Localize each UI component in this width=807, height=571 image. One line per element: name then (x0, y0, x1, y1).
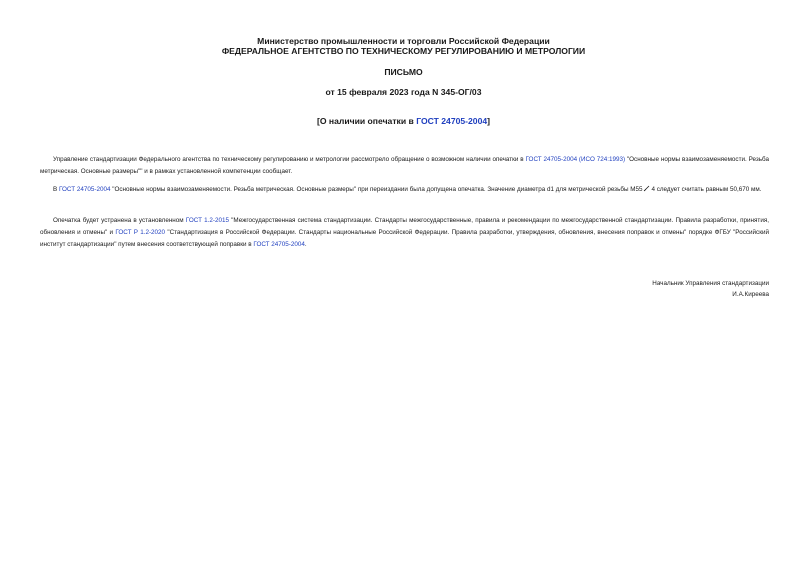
paragraph-text: "Основные нормы взаимозаменяемости. Резьба метрическая. Основные размеры"" и в рамках установленной компетенции сообщает. (40, 156, 769, 175)
gost-24705-iso-link[interactable]: ГОСТ 24705-2004 (ИСО 724:1993) (525, 156, 626, 163)
signatory-name: И.А.Киреева (732, 291, 769, 298)
gost-24705-link[interactable]: ГОСТ 24705-2004 (253, 240, 305, 248)
document-type: ПИСЬМО (384, 67, 423, 77)
paragraph-1 (40, 154, 769, 178)
document-subject (0, 116, 807, 126)
paragraph-text: . (304, 240, 307, 248)
paragraph-text: Опечатка будет устранена в установленном (53, 217, 186, 224)
gost-1-2-2015-link[interactable]: ГОСТ 1.2-2015 (185, 217, 229, 224)
paragraph-text: 4 следует считать равным 50,670 мм. (651, 186, 762, 193)
ministry-name: Министерство промышленности и торговли Российской Федерации (257, 36, 550, 46)
agency-name: ФЕДЕРАЛЬНОЕ АГЕНТСТВО ПО ТЕХНИЧЕСКОМУ РЕГУЛИРОВАНИЮ И МЕТРОЛОГИИ (221, 46, 586, 56)
paragraph-3 (40, 215, 769, 250)
signatory-position: Начальник Управления стандартизации (652, 280, 769, 287)
subject-gost-link[interactable]: ГОСТ 24705-2004 (416, 116, 488, 126)
subject-suffix: ] (487, 116, 491, 126)
paragraph-text: "Межгосударственная система стандартизации. Стандарты межгосударственные, правила и рекомендации по межгосударственной стандартизации. Правила разработки, принятия, обновления и отмены" и (40, 217, 769, 236)
gost-24705-link[interactable]: ГОСТ 24705-2004 (58, 186, 111, 193)
gost-r-1-2-2020-link[interactable]: ГОСТ Р 1.2-2020 (115, 228, 166, 236)
paragraph-2 (40, 184, 769, 196)
paragraph-text: "Стандартизация в Российской Федерации. Стандарты национальные Российской Федерации. Правила разработки, утверждения, обновления, внесения поправок и отмены" порядке ФГБУ "Российский институт стандартизации" путем внесения соответствующей поправки в (40, 228, 769, 248)
paragraph-text: Управление стандартизации Федерального агентства по техническому регулированию и метрологии рассмотрело обращение о возможном наличии опечатки в (53, 156, 526, 163)
paragraph-text: В (53, 186, 59, 193)
paragraph-text: "Основные нормы взаимозаменяемости. Резьба метрическая. Основные размеры" при переиздании была допущена опечатка. Значение диаметра d1 для метрической резьбы М55 (110, 186, 643, 193)
subject-prefix: [О наличии опечатки в (316, 116, 417, 126)
document-date: от 15 февраля 2023 года N 345-ОГ/03 (325, 87, 482, 97)
